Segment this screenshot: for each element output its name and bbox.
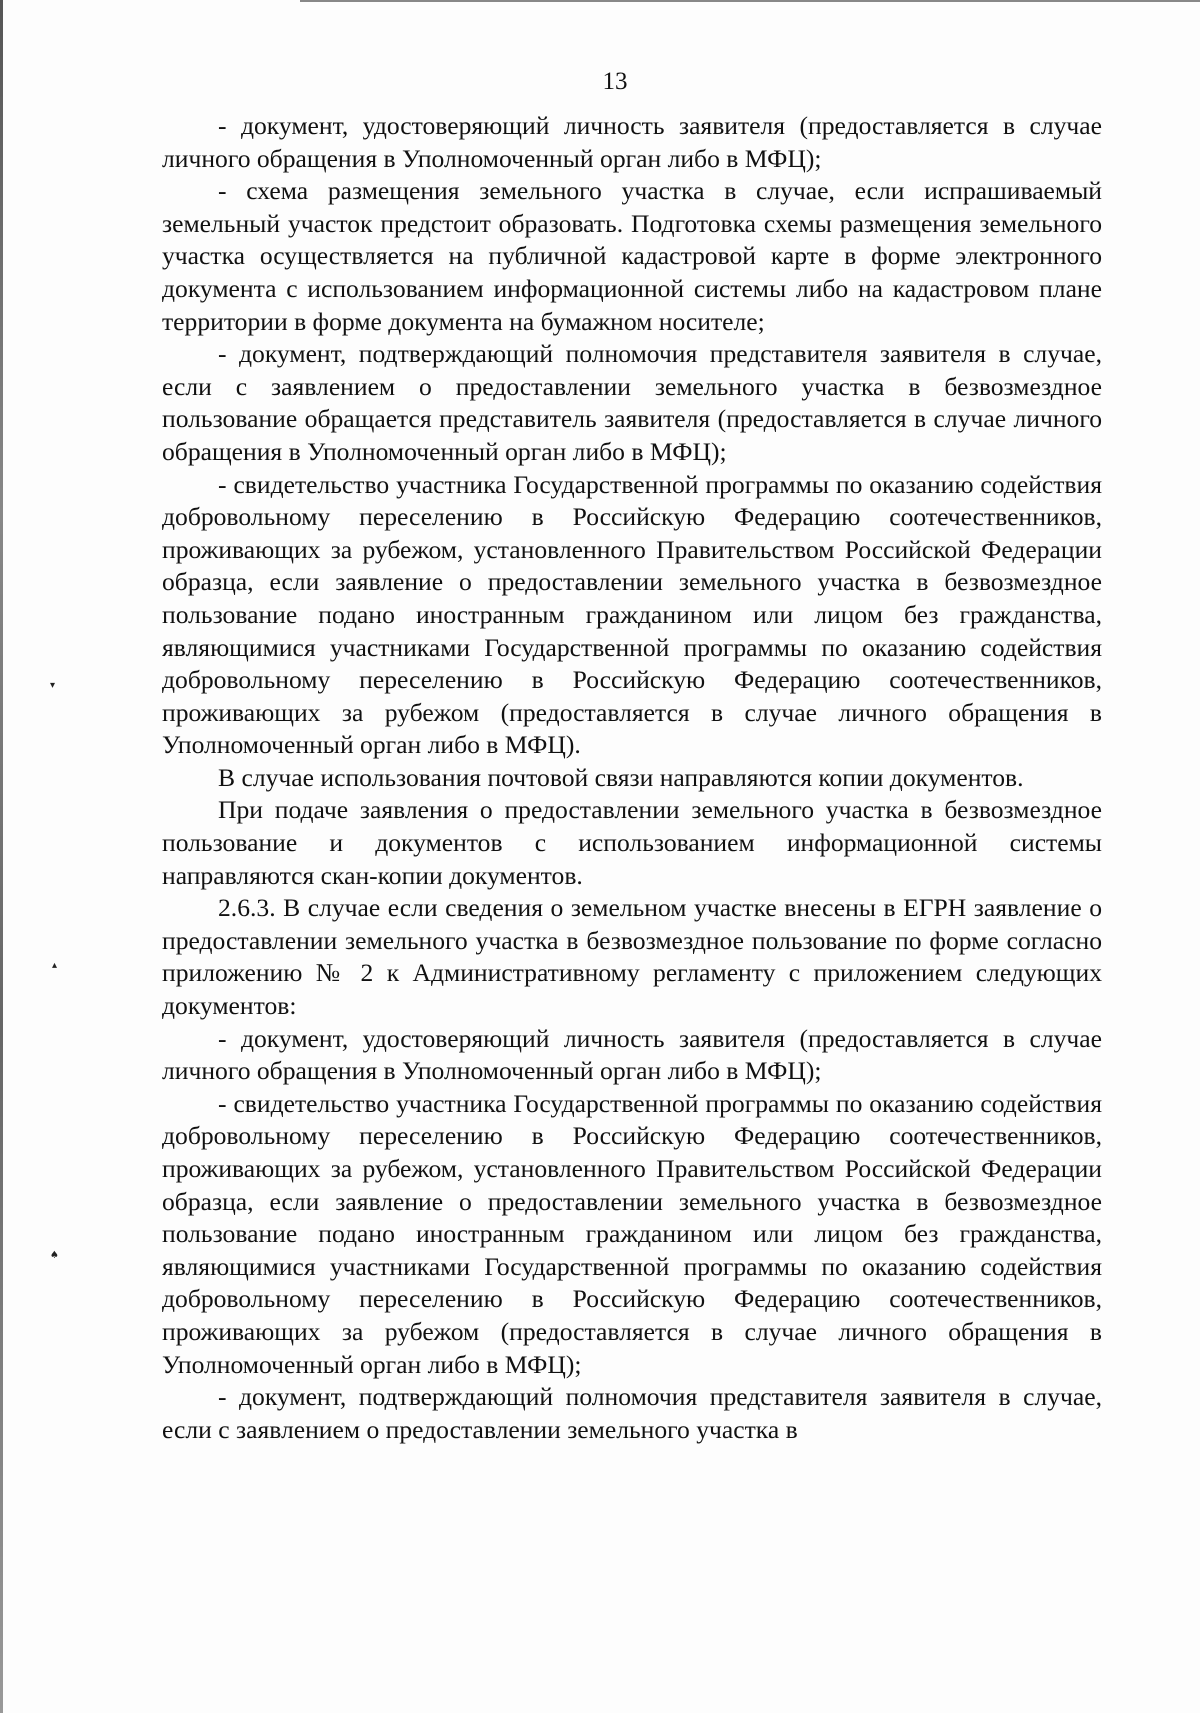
body-text: [162, 110, 1102, 1446]
paragraph: - документ, удостоверяющий личность заявителя (предоставляется в случае личного обращения в Уполномоченный орган либо в МФЦ);: [162, 1023, 1102, 1086]
scan-top-edge: [300, 0, 1200, 2]
paragraph: В случае использования почтовой связи направляются копии документов.: [218, 762, 1024, 792]
paragraph: - документ, подтверждающий полномочия представителя заявителя в случае, если с заявлением о предоставлении земельного участка в безвозмездное пользование обращается представитель заявителя (предоставляется в случае личного обращения в Уполномоченный орган либо в МФЦ);: [162, 339, 1102, 466]
page-number: 13: [602, 68, 628, 95]
paragraph: - документ, удостоверяющий личность заявителя (предоставляется в случае личного обращения в Уполномоченный орган либо в МФЦ);: [162, 111, 1102, 173]
scan-speck: ▴: [52, 960, 58, 971]
paragraph: 2.6.3. В случае если сведения о земельном участке внесены в ЕГРН заявление о предоставлении земельного участка в безвозмездное пользование по форме согласно приложению № 2 к Административному регламенту с приложением следующих документов:: [162, 893, 1102, 1021]
paragraph: - схема размещения земельного участка в случае, если испрашиваемый земельный участок предстоит образовать. Подготовка схемы размещения земельного участка осуществляется на публичной кадастровой карте в форме электронного документа с использованием информационной системы либо на кадастровом плане территории в форме документа на бумажном носителе;: [162, 176, 1102, 336]
paragraph: - свидетельство участника Государственной программы по оказанию содействия добровольному переселению в Российскую Федерацию соотечественников, проживающих за рубежом, установленного Правительством Российской Федерации образца, если заявление о предоставлении земельного участка в безвозмездное пользование подано иностранным гражданином или лицом без гражданства, являющимися участниками Государственной программы по оказанию содействия добровольному переселению в Российскую Федерацию соотечественников, проживающих за рубежом (предоставляется в случае личного обращения в Уполномоченный орган либо в МФЦ).: [162, 469, 1102, 760]
scan-speck: ▾: [50, 680, 56, 691]
scan-speck: ♠: [50, 1250, 59, 1261]
paragraph: - свидетельство участника Государственной программы по оказанию содействия добровольному переселению в Российскую Федерацию соотечественников, проживающих за рубежом, установленного Правительством Российской Федерации образца, если заявление о предоставлении земельного участка в безвозмездное пользование подано иностранным гражданином или лицом без гражданства, являющимися участниками Государственной программы по оказанию содействия добровольному переселению в Российскую Федерацию соотечественников, проживающих за рубежом (предоставляется в случае личного обращения в Уполномоченный орган либо в МФЦ);: [162, 1088, 1102, 1379]
paragraph: При подаче заявления о предоставлении земельного участка в безвозмездное пользование и документов с использованием информационной системы направляются скан-копии документов.: [162, 795, 1102, 890]
scan-left-edge: [0, 0, 3, 1713]
paragraph: - документ, подтверждающий полномочия представителя заявителя в случае, если с заявлением о предоставлении земельного участка в: [162, 1382, 1102, 1444]
